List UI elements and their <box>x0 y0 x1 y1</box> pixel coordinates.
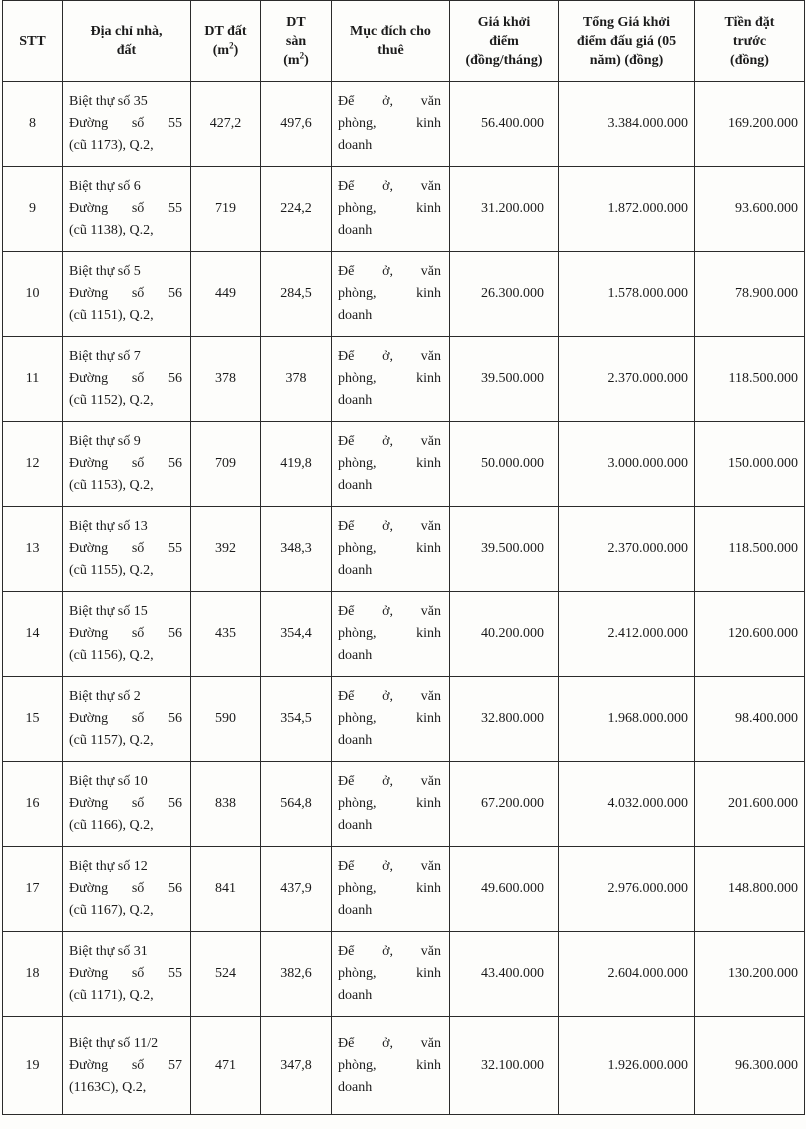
address-line-3: (cũ 1156), Q.2, <box>69 648 154 663</box>
cell-purpose: Để ở, văn phòng, kinh doanh <box>332 507 450 592</box>
cell-stt: 8 <box>3 82 63 167</box>
address-line-2: Đường số 55 <box>69 966 182 981</box>
cell-deposit: 118.500.000 <box>695 507 805 592</box>
address-line-3: (cũ 1166), Q.2, <box>69 818 154 833</box>
cell-stt: 19 <box>3 1017 63 1115</box>
cell-deposit: 150.000.000 <box>695 422 805 507</box>
table-row <box>3 422 805 507</box>
cell-land-area: 841 <box>191 847 261 932</box>
cell-deposit: 148.800.000 <box>695 847 805 932</box>
cell-total-start-price: 2.976.000.000 <box>559 847 695 932</box>
cell-start-price: 39.500.000 <box>450 337 559 422</box>
address-line-3: (cũ 1151), Q.2, <box>69 308 154 323</box>
cell-stt: 16 <box>3 762 63 847</box>
cell-start-price: 40.200.000 <box>450 592 559 677</box>
cell-start-price: 43.400.000 <box>450 932 559 1017</box>
cell-address <box>63 762 191 847</box>
table-row <box>3 677 805 762</box>
cell-land-area: 838 <box>191 762 261 847</box>
cell-start-price: 49.600.000 <box>450 847 559 932</box>
address-line-2: Đường số 56 <box>69 626 182 641</box>
cell-purpose: Để ở, văn phòng, kinh doanh <box>332 422 450 507</box>
address-line-1: Biệt thự số 15 <box>69 604 148 619</box>
cell-total-start-price: 1.968.000.000 <box>559 677 695 762</box>
cell-deposit: 93.600.000 <box>695 167 805 252</box>
table-row <box>3 252 805 337</box>
address-line-1: Biệt thự số 5 <box>69 264 141 279</box>
header-purpose: Mục đích cho thuê <box>332 1 450 82</box>
table-body <box>3 82 805 1115</box>
address-line-3: (cũ 1153), Q.2, <box>69 478 154 493</box>
cell-total-start-price: 1.872.000.000 <box>559 167 695 252</box>
cell-floor-area: 347,8 <box>261 1017 332 1115</box>
cell-floor-area: 224,2 <box>261 167 332 252</box>
cell-floor-area: 419,8 <box>261 422 332 507</box>
cell-purpose: Để ở, văn phòng, kinh doanh <box>332 82 450 167</box>
address-line-3: (cũ 1138), Q.2, <box>69 223 154 238</box>
cell-start-price: 32.800.000 <box>450 677 559 762</box>
cell-total-start-price: 1.578.000.000 <box>559 252 695 337</box>
cell-total-start-price: 2.370.000.000 <box>559 337 695 422</box>
address-line-2: Đường số 55 <box>69 201 182 216</box>
address-line-2: Đường số 55 <box>69 541 182 556</box>
address-line-3: (cũ 1173), Q.2, <box>69 138 154 153</box>
cell-total-start-price: 3.384.000.000 <box>559 82 695 167</box>
cell-start-price: 31.200.000 <box>450 167 559 252</box>
cell-floor-area: 564,8 <box>261 762 332 847</box>
cell-purpose: Để ở, văn phòng, kinh doanh <box>332 1017 450 1115</box>
cell-purpose: Để ở, văn phòng, kinh doanh <box>332 932 450 1017</box>
cell-total-start-price: 3.000.000.000 <box>559 422 695 507</box>
cell-address <box>63 847 191 932</box>
cell-floor-area: 437,9 <box>261 847 332 932</box>
address-line-2: Đường số 55 <box>69 116 182 131</box>
cell-land-area: 392 <box>191 507 261 592</box>
cell-land-area: 378 <box>191 337 261 422</box>
address-line-1: Biệt thự số 2 <box>69 689 141 704</box>
cell-purpose: Để ở, văn phòng, kinh doanh <box>332 762 450 847</box>
address-line-3: (cũ 1152), Q.2, <box>69 393 154 408</box>
cell-start-price: 32.100.000 <box>450 1017 559 1115</box>
auction-table <box>2 0 805 1115</box>
header-start-price: Giá khởi điểm (đồng/tháng) <box>450 1 559 82</box>
address-line-3: (1163C), Q.2, <box>69 1079 147 1095</box>
cell-stt: 15 <box>3 677 63 762</box>
cell-total-start-price: 2.412.000.000 <box>559 592 695 677</box>
cell-address <box>63 932 191 1017</box>
cell-stt: 11 <box>3 337 63 422</box>
cell-land-area: 427,2 <box>191 82 261 167</box>
cell-address <box>63 1017 191 1115</box>
cell-address <box>63 167 191 252</box>
address-line-1: Biệt thự số 13 <box>69 519 148 534</box>
header-floor-area: DT sàn $(m^2)$ <box>261 1 332 82</box>
cell-address <box>63 82 191 167</box>
cell-address <box>63 592 191 677</box>
cell-stt: 17 <box>3 847 63 932</box>
cell-land-area: 471 <box>191 1017 261 1115</box>
cell-floor-area: 354,5 <box>261 677 332 762</box>
table-row <box>3 82 805 167</box>
table-row <box>3 592 805 677</box>
cell-land-area: 719 <box>191 167 261 252</box>
address-line-1: Biệt thự số 35 <box>69 94 148 109</box>
cell-total-start-price: 4.032.000.000 <box>559 762 695 847</box>
cell-start-price: 67.200.000 <box>450 762 559 847</box>
cell-deposit: 96.300.000 <box>695 1017 805 1115</box>
address-line-1: Biệt thự số 11/2 <box>69 1035 159 1051</box>
cell-stt: 9 <box>3 167 63 252</box>
cell-floor-area: 382,6 <box>261 932 332 1017</box>
table-row <box>3 847 805 932</box>
cell-floor-area: 284,5 <box>261 252 332 337</box>
address-line-2: Đường số 56 <box>69 881 182 896</box>
cell-land-area: 590 <box>191 677 261 762</box>
table-row <box>3 167 805 252</box>
table-row <box>3 507 805 592</box>
cell-start-price: 50.000.000 <box>450 422 559 507</box>
cell-address <box>63 422 191 507</box>
cell-deposit: 118.500.000 <box>695 337 805 422</box>
cell-deposit: 130.200.000 <box>695 932 805 1017</box>
address-line-2: Đường số 57 <box>69 1057 182 1073</box>
cell-land-area: 524 <box>191 932 261 1017</box>
cell-deposit: 78.900.000 <box>695 252 805 337</box>
cell-address <box>63 252 191 337</box>
table-row <box>3 932 805 1017</box>
cell-stt: 18 <box>3 932 63 1017</box>
address-line-2: Đường số 56 <box>69 456 182 471</box>
address-line-2: Đường số 56 <box>69 286 182 301</box>
address-line-1: Biệt thự số 10 <box>69 774 148 789</box>
table-row <box>3 337 805 422</box>
cell-total-start-price: 2.604.000.000 <box>559 932 695 1017</box>
address-line-1: Biệt thự số 6 <box>69 179 141 194</box>
cell-stt: 10 <box>3 252 63 337</box>
cell-total-start-price: 1.926.000.000 <box>559 1017 695 1115</box>
header-deposit: Tiền đặt trước (đồng) <box>695 1 805 82</box>
cell-start-price: 56.400.000 <box>450 82 559 167</box>
cell-stt: 12 <box>3 422 63 507</box>
address-line-2: Đường số 56 <box>69 796 182 811</box>
cell-purpose: Để ở, văn phòng, kinh doanh <box>332 337 450 422</box>
header-address: Địa chỉ nhà, đất <box>63 1 191 82</box>
cell-purpose: Để ở, văn phòng, kinh doanh <box>332 252 450 337</box>
cell-start-price: 39.500.000 <box>450 507 559 592</box>
cell-deposit: 98.400.000 <box>695 677 805 762</box>
cell-floor-area: 348,3 <box>261 507 332 592</box>
cell-purpose: Để ở, văn phòng, kinh doanh <box>332 167 450 252</box>
cell-land-area: 709 <box>191 422 261 507</box>
cell-floor-area: 497,6 <box>261 82 332 167</box>
address-line-3: (cũ 1157), Q.2, <box>69 733 154 748</box>
cell-deposit: 201.600.000 <box>695 762 805 847</box>
cell-land-area: 449 <box>191 252 261 337</box>
address-line-1: Biệt thự số 9 <box>69 434 141 449</box>
header-land-area: DT đất $(m^2)$ <box>191 1 261 82</box>
header-stt: STT <box>3 1 63 82</box>
header-total-start-price: Tổng Giá khởi điểm đấu giá (05 năm) (đồng) <box>559 1 695 82</box>
cell-stt: 13 <box>3 507 63 592</box>
cell-total-start-price: 2.370.000.000 <box>559 507 695 592</box>
cell-deposit: 120.600.000 <box>695 592 805 677</box>
cell-deposit: 169.200.000 <box>695 82 805 167</box>
address-line-1: Biệt thự số 12 <box>69 859 148 874</box>
cell-start-price: 26.300.000 <box>450 252 559 337</box>
table-row <box>3 762 805 847</box>
header-row <box>3 1 805 82</box>
cell-floor-area: 354,4 <box>261 592 332 677</box>
cell-address <box>63 507 191 592</box>
address-line-1: Biệt thự số 7 <box>69 349 141 364</box>
address-line-1: Biệt thự số 31 <box>69 944 148 959</box>
table-row <box>3 1017 805 1115</box>
address-line-2: Đường số 56 <box>69 371 182 386</box>
cell-purpose: Để ở, văn phòng, kinh doanh <box>332 677 450 762</box>
cell-address <box>63 337 191 422</box>
cell-floor-area: 378 <box>261 337 332 422</box>
address-line-3: (cũ 1171), Q.2, <box>69 988 154 1003</box>
cell-purpose: Để ở, văn phòng, kinh doanh <box>332 592 450 677</box>
cell-land-area: 435 <box>191 592 261 677</box>
cell-stt: 14 <box>3 592 63 677</box>
cell-purpose: Để ở, văn phòng, kinh doanh <box>332 847 450 932</box>
address-line-2: Đường số 56 <box>69 711 182 726</box>
cell-address <box>63 677 191 762</box>
address-line-3: (cũ 1155), Q.2, <box>69 563 154 578</box>
address-line-3: (cũ 1167), Q.2, <box>69 903 154 918</box>
